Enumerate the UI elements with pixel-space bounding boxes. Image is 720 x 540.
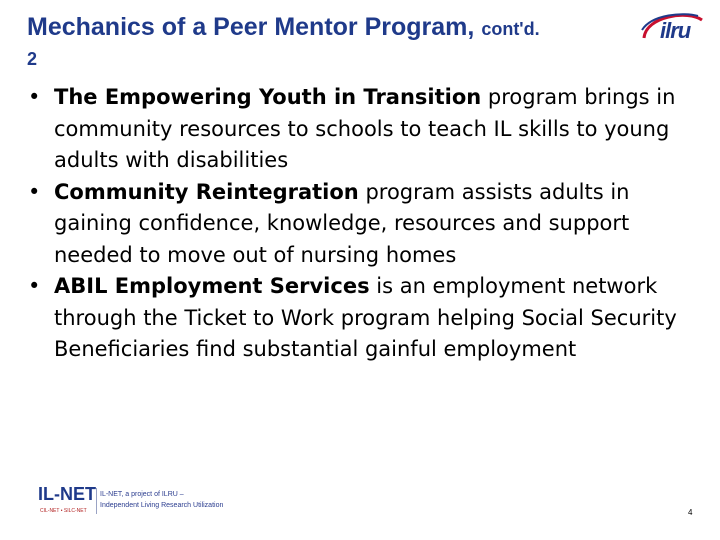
slide-title-cont: cont'd.	[481, 19, 540, 39]
bullet-bold: ABIL Employment Services	[54, 274, 370, 298]
bullet-item	[24, 177, 694, 272]
bullet-dot-icon: •	[28, 85, 41, 109]
slide-title-main: Mechanics of a Peer Mentor Program,	[27, 13, 475, 41]
ilnet-logo-sub: CIL-NET • SILC-NET	[40, 508, 87, 514]
bullet-item	[24, 82, 694, 177]
bullet-list	[24, 82, 694, 366]
bullet-dot-icon: •	[28, 274, 41, 298]
footer-project-line2: Independent Living Research Utilization	[100, 502, 224, 509]
bullet-bold: The Empowering Youth in Transition	[54, 85, 482, 109]
page-number: 4	[688, 508, 693, 517]
ilnet-footer-logo	[38, 484, 268, 524]
bullet-dot-icon: •	[28, 179, 41, 204]
ilnet-logo-text: IL-NET	[38, 484, 96, 504]
slide-title	[27, 12, 540, 44]
footer-project-line1: IL-NET, a project of ILRU –	[100, 491, 184, 498]
bullet-bold: Community Reintegration	[54, 179, 359, 204]
bullet-text: is an employment network through the Ticket to Work program helping Social Security Beneficiaries find substantial gainful employment	[54, 274, 677, 361]
bullet-item	[24, 271, 694, 366]
bullet-text: program assists adults in gaining confidence, knowledge, resources and support needed to move out of nursing homes	[54, 179, 630, 267]
bullet-text: program brings in community resources to schools to teach IL skills to young adults with disabilities	[54, 85, 676, 172]
slide-title-line2: 2	[27, 49, 38, 69]
footer-divider	[96, 488, 97, 514]
ilru-logo	[638, 8, 704, 50]
ilru-logo-text: ilru	[660, 18, 691, 43]
